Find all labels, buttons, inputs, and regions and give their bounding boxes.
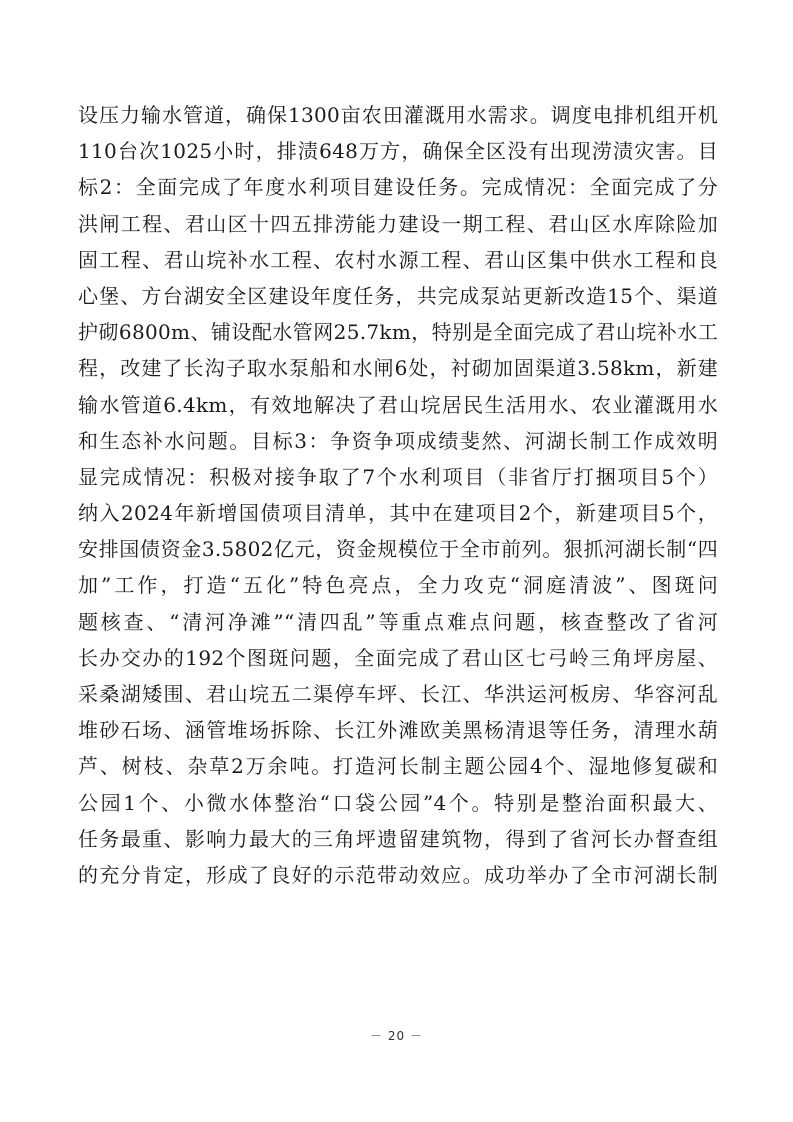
text-line: 公园1个、小微水体整治“口袋公园”4个。特别是整治面积最大、 bbox=[78, 790, 718, 815]
text-line: 纳入2024年新增国债项目清单，其中在建项目2个，新建项目5个， bbox=[78, 501, 718, 526]
text-line: 洪闸工程、君山区十四五排涝能力建设一期工程、君山区水库除险加 bbox=[78, 211, 718, 236]
text-line: 堆砂石场、涵管堆场拆除、长江外滩欧美黑杨清退等任务，清理水葫 bbox=[78, 718, 718, 743]
text-line: 任务最重、影响力最大的三角坪遗留建筑物，得到了省河长办督查组 bbox=[78, 826, 718, 851]
page-number: － 20 － bbox=[370, 1029, 423, 1043]
text-line: 题核查、“清河净滩”“清四乱”等重点难点问题，核查整改了省河 bbox=[78, 609, 718, 634]
text-line: 显完成情况：积极对接争取了7个水利项目（非省厅打捆项目5个） bbox=[78, 464, 718, 489]
text-line: 安排国债资金3.5802亿元，资金规模位于全市前列。狠抓河湖长制“四 bbox=[78, 537, 718, 562]
text-line: 的充分肯定，形成了良好的示范带动效应。成功举办了全市河湖长制 bbox=[78, 862, 718, 887]
text-line: 程，改建了长沟子取水泵船和水闸6处，衬砌加固渠道3.58km，新建 bbox=[78, 356, 718, 381]
text-line: 护砌6800m、铺设配水管网25.7km，特别是全面完成了君山垸补水工 bbox=[78, 320, 718, 345]
text-line: 标2：全面完成了年度水利项目建设任务。完成情况：全面完成了分 bbox=[78, 175, 718, 200]
text-line: 长办交办的192个图斑问题，全面完成了君山区七弓岭三角坪房屋、 bbox=[78, 645, 718, 670]
text-line: 输水管道6.4km，有效地解决了君山垸居民生活用水、农业灌溉用水 bbox=[78, 392, 718, 417]
text-line: 110台次1025小时，排渍648万方，确保全区没有出现涝渍灾害。目 bbox=[78, 139, 718, 164]
text-line: 设压力输水管道，确保1300亩农田灌溉用水需求。调度电排机组开机 bbox=[78, 103, 718, 127]
text-line: 固工程、君山垸补水工程、农村水源工程、君山区集中供水工程和良 bbox=[78, 247, 718, 272]
body-text bbox=[78, 97, 718, 893]
text-line: 和生态补水问题。目标3：争资争项成绩斐然、河湖长制工作成效明 bbox=[78, 428, 718, 453]
text-line: 芦、树枝、杂草2万余吨。打造河长制主题公园4个、湿地修复碳和 bbox=[78, 754, 718, 779]
text-line: 加”工作，打造“五化”特色亮点，全力攻克“洞庭清波”、图斑问 bbox=[78, 573, 718, 598]
text-line: 采桑湖矮围、君山垸五二渠停车坪、长江、华洪运河板房、华容河乱 bbox=[78, 682, 718, 706]
text-line: 心堡、方台湖安全区建设年度任务，共完成泵站更新改造15个、渠道 bbox=[78, 283, 718, 308]
